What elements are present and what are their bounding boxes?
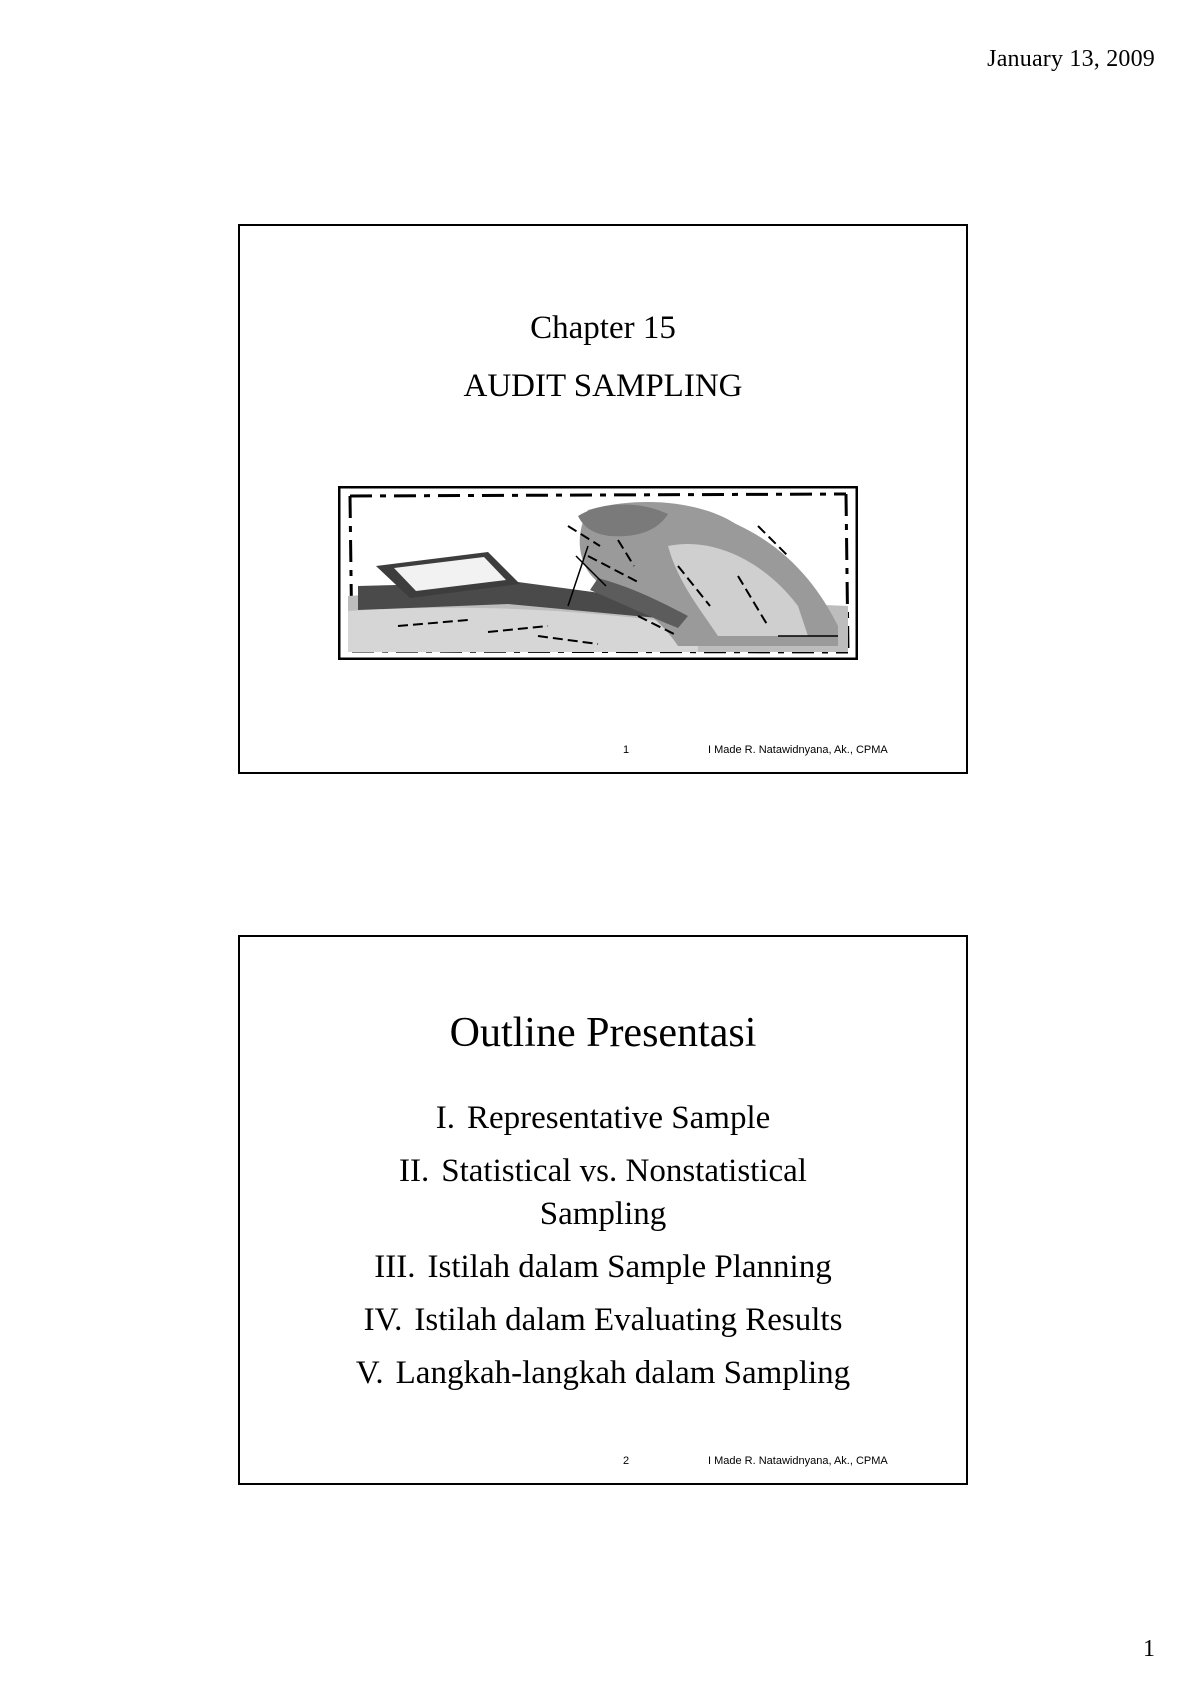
item-text-continued: Sampling [539,1196,667,1232]
item-text: Langkah-langkah dalam Sampling [395,1355,851,1391]
list-item [240,1246,966,1289]
slide-author: I Made R. Natawidnyana, Ak., CPMA [708,744,888,756]
item-text: Representative Sample [466,1100,771,1136]
slide-footer [240,744,966,760]
outline-list [240,1097,966,1405]
item-numeral: II. [399,1153,430,1189]
item-numeral: I. [435,1100,455,1136]
slide-title: Chapter 15 [530,310,676,346]
item-numeral: III. [374,1249,416,1285]
slide-title: Outline Presentasi [449,1010,757,1056]
slide-1 [238,224,968,774]
slide-2 [238,935,968,1485]
page-number: 1 [1143,1636,1155,1662]
item-numeral: V. [355,1355,384,1391]
slide-number: 1 [623,744,630,756]
list-item [240,1150,966,1236]
slide-author: I Made R. Natawidnyana, Ak., CPMA [708,1455,888,1467]
person-at-computer-clipart-icon [338,486,858,660]
item-numeral: IV. [363,1302,403,1338]
list-item [240,1299,966,1342]
page-date: January 13, 2009 [987,46,1155,72]
slide-number: 2 [623,1455,630,1467]
item-text: Istilah dalam Evaluating Results [414,1302,843,1338]
slide-footer [240,1455,966,1471]
slide-subtitle: AUDIT SAMPLING [463,368,743,404]
item-text: Istilah dalam Sample Planning [427,1249,832,1285]
list-item [240,1352,966,1395]
list-item [240,1097,966,1140]
item-text: Statistical vs. Nonstatistical [441,1153,807,1189]
